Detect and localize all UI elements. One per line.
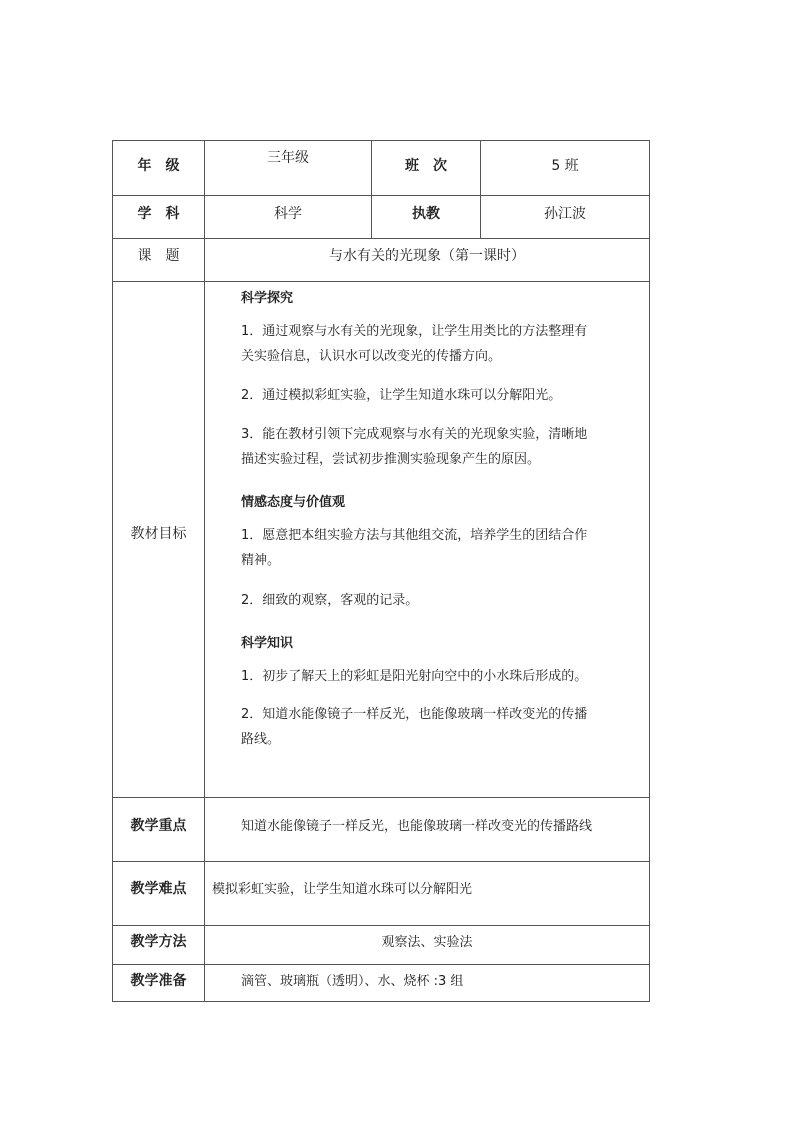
grade-value: 三年级 — [267, 150, 309, 166]
row-divider — [113, 861, 649, 862]
difficulty-value: 模拟彩虹实验，让学生知道水珠可以分解阳光 — [212, 882, 473, 897]
method-value: 观察法、实验法 — [381, 935, 473, 950]
goal-line: 1．通过观察与水有关的光现象，让学生用类比的方法整理有 — [241, 324, 588, 339]
section-heading: 科学探究 — [241, 291, 294, 306]
key-point-label: 教学重点 — [130, 818, 187, 834]
goal-line: 1．初步了解天上的彩虹是阳光射向空中的小水珠后形成的。 — [241, 669, 588, 684]
preparation-value: 滴管、玻璃瓶（透明）、水、烧杯 :3 组 — [241, 974, 464, 989]
row-divider — [113, 964, 649, 965]
goal-line: 2．知道水能像镜子一样反光，也能像玻璃一样改变光的传播 — [241, 707, 588, 722]
row-divider — [113, 195, 649, 196]
column-divider — [204, 141, 205, 1001]
goal-line: 3．能在教材引领下完成观察与水有关的光现象实验，清晰地 — [241, 427, 588, 442]
teacher-label: 执教 — [412, 206, 440, 222]
topic-label: 课 题 — [137, 248, 180, 264]
row-divider — [113, 797, 649, 798]
row-divider — [113, 238, 649, 239]
subject-label: 学 科 — [137, 206, 180, 222]
class-label: 班 次 — [405, 158, 447, 174]
goal-line: 2．通过模拟彩虹实验，让学生知道水珠可以分解阳光。 — [241, 388, 562, 403]
goals-label: 教材目标 — [130, 526, 187, 542]
row-divider — [113, 925, 649, 926]
teacher-value: 孙江波 — [544, 206, 586, 222]
goal-line: 关实验信息，认识水可以改变光的传播方向。 — [241, 349, 502, 364]
lesson-plan-table — [112, 140, 650, 1002]
method-label: 教学方法 — [130, 934, 187, 950]
goal-line: 路线。 — [241, 732, 281, 747]
key-point-value: 知道水能像镜子一样反光，也能像玻璃一样改变光的传播路线 — [241, 819, 593, 834]
class-value: 5 班 — [551, 158, 579, 174]
row-divider — [113, 281, 649, 282]
goal-line: 描述实验过程，尝试初步推测实验现象产生的原因。 — [241, 452, 541, 467]
preparation-label: 教学准备 — [130, 973, 187, 989]
section-heading: 情感态度与价值观 — [241, 495, 346, 510]
goal-line: 精神。 — [241, 553, 281, 568]
difficulty-label: 教学难点 — [130, 881, 187, 897]
goal-line: 2．细致的观察，客观的记录。 — [241, 593, 419, 608]
section-heading: 科学知识 — [241, 636, 294, 651]
subject-value: 科学 — [274, 206, 302, 222]
goal-line: 1．愿意把本组实验方法与其他组交流，培养学生的团结合作 — [241, 528, 588, 543]
topic-value: 与水有关的光现象（第一课时） — [329, 248, 525, 264]
grade-label: 年 级 — [137, 158, 180, 174]
